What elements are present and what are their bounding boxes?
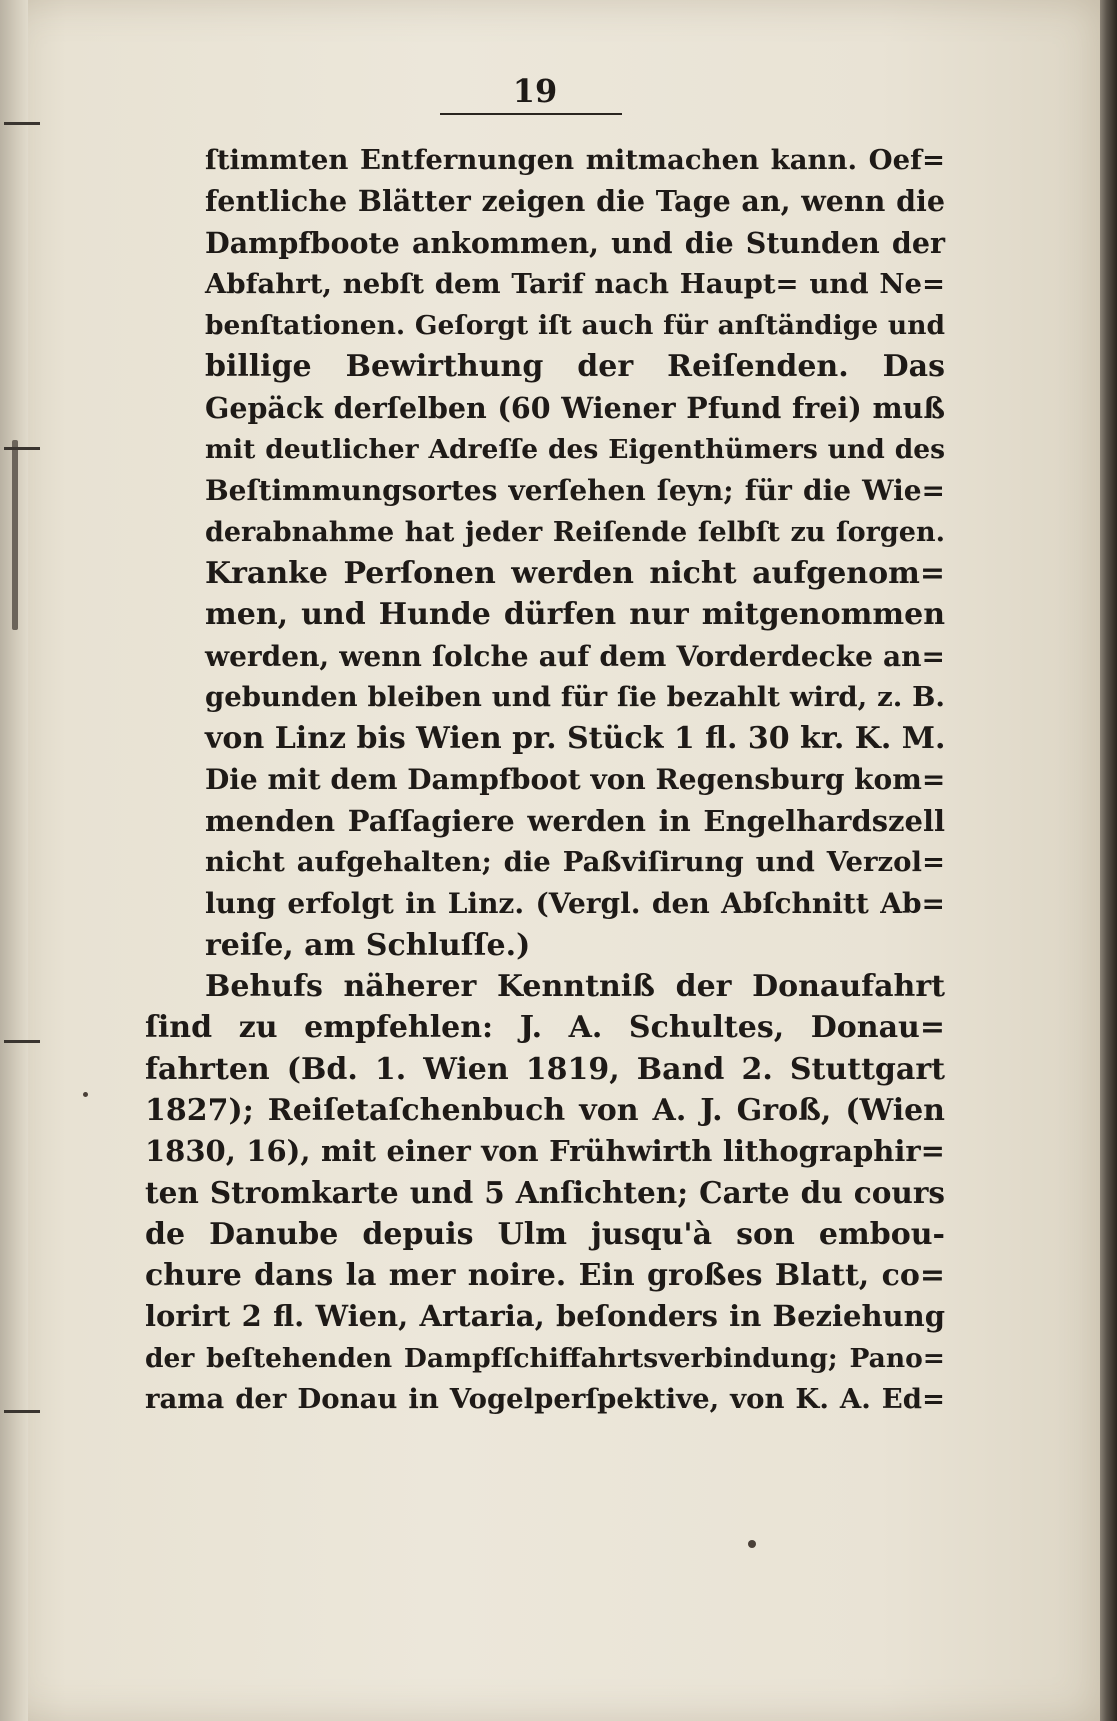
text-line: gebunden bleiben und für ſie bezahlt wird, z. B. [205,680,945,713]
binding-stitch [4,1040,40,1043]
text-line: der beſtehenden Dampfſchiffahrtsverbindung; Pano= [145,1342,945,1374]
binding-stitch [4,447,40,450]
binding-stitch [4,122,40,125]
ink-spot [83,1092,88,1097]
text-line: fentliche Blätter zeigen die Tage an, wenn die [205,184,945,219]
text-line: lorirt 2 fl. Wien, Artaria, beſonders in Beziehung [145,1299,945,1334]
page-edge [1100,0,1117,1721]
text-line: von Linz bis Wien pr. Stück 1 fl. 30 kr. K. M. [205,721,946,757]
text-line: Beſtimmungsortes verſehen ſeyn; für die Wie= [205,474,945,508]
binding-stitch [4,1410,40,1413]
book-spine [0,0,28,1721]
text-line: benſtationen. Geſorgt iſt auch für anſtändige und [205,310,945,342]
binding-thread [12,440,18,630]
text-line: Kranke Perſonen werden nicht aufgenom= [205,555,945,591]
text-line: mit deutlicher Adreſſe des Eigenthümers und des [205,434,945,466]
text-line: Abfahrt, nebſt dem Tarif nach Haupt= und Ne= [205,267,945,300]
text-line: reiſe, am Schluſſe.) [205,927,531,963]
text-line: derabnahme hat jeder Reiſende ſelbſt zu ſorgen. [205,516,945,548]
text-line: chure dans la mer noire. Ein großes Blatt, co= [145,1258,945,1294]
text-line: ten Stromkarte und 5 Anſichten; Carte du cours [145,1175,945,1211]
text-line: werden, wenn ſolche auf dem Vorderdecke an= [205,639,945,673]
text-line: menden Paſſagiere werden in Engelhardszell [205,803,945,838]
text-line: ſind zu empfehlen: J. A. Schultes, Donau= [145,1010,945,1046]
text-line: Behufs näherer Kenntniß der Donaufahrt [205,968,945,1004]
ink-spot [748,1540,756,1548]
header-rule [440,113,622,115]
text-line: 1827); Reiſetaſchenbuch von A. J. Groß, (Wien [145,1092,945,1128]
text-line: fahrten (Bd. 1. Wien 1819, Band 2. Stuttgart [145,1051,945,1087]
text-line: rama der Donau in Vogelperſpektive, von K. A. Ed= [145,1382,945,1415]
text-line: ſtimmten Entfernungen mitmachen kann. Oef= [205,144,945,176]
body-text [145,140,945,1420]
text-line: billige Bewirthung der Reiſenden. Das [205,349,945,385]
text-line: lung erfolgt in Linz. (Vergl. den Abſchnitt Ab= [205,887,945,921]
text-line: Die mit dem Dampfboot von Regensburg kom= [205,763,946,797]
text-line: de Danube depuis Ulm jusqu'à son embou- [145,1216,945,1252]
text-line: Gepäck derſelben (60 Wiener Pfund frei) muß [205,390,945,425]
text-line: 1830, 16), mit einer von Frühwirth lithographir= [145,1134,945,1169]
page-number: 19 [512,72,558,110]
text-line: men, und Hunde dürfen nur mitgenommen [205,597,945,633]
text-line: nicht aufgehalten; die Paßviſirung und Verzol= [205,846,945,879]
text-line: Dampfboote ankommen, und die Stunden der [205,225,945,260]
